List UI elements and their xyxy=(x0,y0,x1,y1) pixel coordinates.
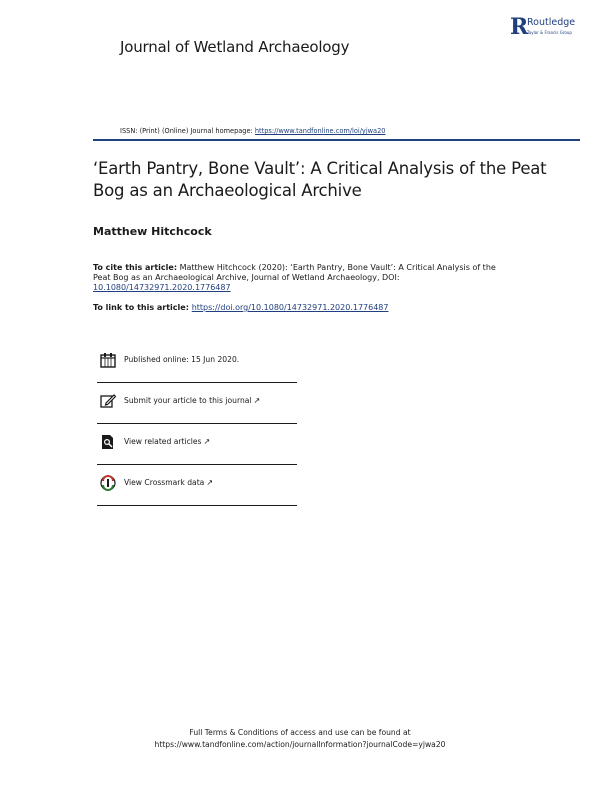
external-link-icon: ↗ xyxy=(203,437,211,446)
submit-article-row[interactable] xyxy=(97,393,297,433)
crossmark-link[interactable]: View Crossmark data ↗ xyxy=(124,478,214,487)
routledge-logo xyxy=(510,16,590,44)
routledge-logo-sub: Taylor & Francis Group xyxy=(527,30,572,35)
row-divider xyxy=(97,382,297,383)
related-articles-row[interactable] xyxy=(97,434,297,474)
citation-label: To cite this article: xyxy=(93,263,178,272)
citation-text: Matthew Hitchcock (2020): ‘Earth Pantry, Bone Vault’: A Critical Analysis of the Peat Bog as an Archaeological Archive, Journal of Wetland Archaeology, DOI: xyxy=(93,263,496,282)
external-link-icon: ↗ xyxy=(206,478,214,487)
footer-terms-link[interactable]: https://www.tandfonline.com/action/journalInformation?journalCode=yjwa20 xyxy=(154,740,446,749)
external-link-icon: ↗ xyxy=(253,396,261,405)
related-articles-icon xyxy=(100,434,116,450)
submit-article-link[interactable]: Submit your article to this journal ↗ xyxy=(124,396,261,405)
footer-line-1: Full Terms & Conditions of access and use can be found at xyxy=(189,728,411,737)
row-divider xyxy=(97,505,297,506)
link-label: To link to this article: xyxy=(93,303,192,312)
edit-icon xyxy=(100,393,116,409)
calendar-icon xyxy=(100,352,116,368)
footer xyxy=(100,727,500,751)
routledge-logo-mark: R xyxy=(510,14,529,40)
article-doi-link[interactable]: https://doi.org/10.1080/14732971.2020.1776487 xyxy=(191,303,389,312)
published-online-row xyxy=(97,352,297,392)
author-name: Matthew Hitchcock xyxy=(93,225,212,238)
issn-prefix: ISSN: (Print) (Online) Journal homepage: xyxy=(120,127,255,135)
published-online-text: Published online: 15 Jun 2020. xyxy=(124,355,240,364)
routledge-logo-name: Routledge xyxy=(527,17,576,28)
row-divider xyxy=(97,464,297,465)
issn-line xyxy=(120,127,385,135)
journal-title: Journal of Wetland Archaeology xyxy=(120,38,350,56)
citation-doi-link[interactable]: 10.1080/14732971.2020.1776487 xyxy=(93,283,231,292)
link-line xyxy=(93,303,389,312)
row-divider xyxy=(97,423,297,424)
crossmark-icon xyxy=(100,475,116,491)
related-articles-link[interactable]: View related articles ↗ xyxy=(124,437,211,446)
header-divider xyxy=(93,139,580,141)
citation-block xyxy=(93,263,513,293)
journal-homepage-link[interactable]: https://www.tandfonline.com/loi/yjwa20 xyxy=(254,127,386,135)
crossmark-row[interactable] xyxy=(97,475,297,515)
article-title: ‘Earth Pantry, Bone Vault’: A Critical Analysis of the Peat Bog as an Archaeological Archive xyxy=(93,159,547,200)
